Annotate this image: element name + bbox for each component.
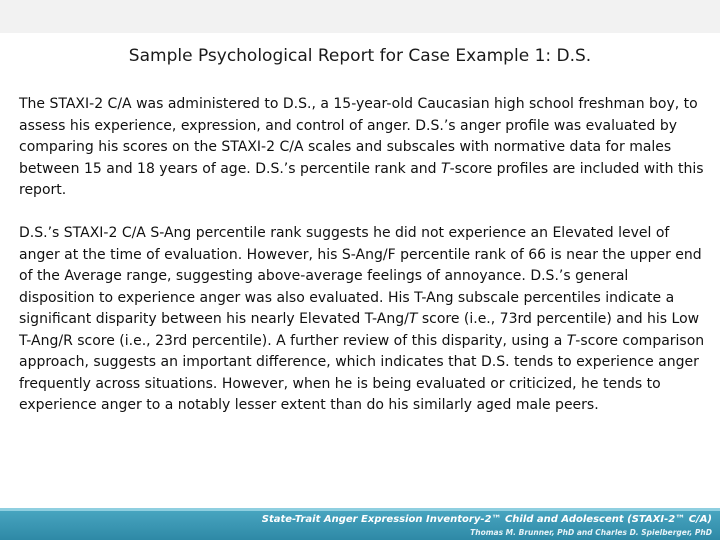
paragraph-1-text-a: The STAXI-2 C/A was administered to D.S., a 15-year-old Caucasian high school freshman boy, to assess his experience, expression, and control of anger. D.S.’s anger profile was evaluated by comparing his scores on the STAXI-2 C/A scales and subscales with normative data for males between 15 and 18 years of age. D.S.’s percentile rank and	[19, 96, 698, 177]
t-score-italic: T	[441, 160, 450, 177]
footer-title: State-Trait Anger Expression Inventory-2™ Child and Adolescent (STAXI-2™ C/A)	[261, 514, 712, 525]
paragraph-2	[19, 223, 707, 417]
t-score-italic: T	[408, 311, 418, 327]
paragraph-2-text-a: D.S.’s STAXI-2 C/A S-Ang percentile rank suggests he did not experience an Elevated level of anger at the time of evaluation. However, his S-Ang/F percentile rank of 66 is near the upper end of the Average range, suggesting above-average feelings of annoyance. D.S.’s general disposition to experience anger was also evaluated. His T-Ang subscale percentiles indicate a significant disparity between his nearly Elevated T-Ang/	[19, 225, 702, 327]
slide-title: Sample Psychological Report for Case Example 1: D.S.	[128, 46, 592, 66]
paragraph-1	[19, 94, 707, 202]
footer-authors: Thomas M. Brunner, PhD and Charles D. Spielberger, PhD	[470, 528, 712, 537]
paragraph-2-text-c: -score comparison approach, suggests an important difference, which indicates that D.S. tends to experience anger frequently across situations. However, when he is being evaluated or criticized, he tends to experience anger to a notably lesser extent than do his similarly aged male peers.	[19, 332, 705, 413]
report-body	[19, 94, 707, 438]
footer-band	[0, 508, 720, 540]
paragraph-2-text-b: score (i.e., 73rd percentile) and his Low T-Ang/R score (i.e., 23rd percentile). A further review of this disparity, using a	[19, 311, 700, 349]
t-score-italic: T	[566, 332, 576, 349]
footer-strip	[0, 508, 720, 511]
paragraph-1-text-b: -score profiles are included with this report.	[19, 160, 704, 198]
top-band	[0, 0, 720, 33]
